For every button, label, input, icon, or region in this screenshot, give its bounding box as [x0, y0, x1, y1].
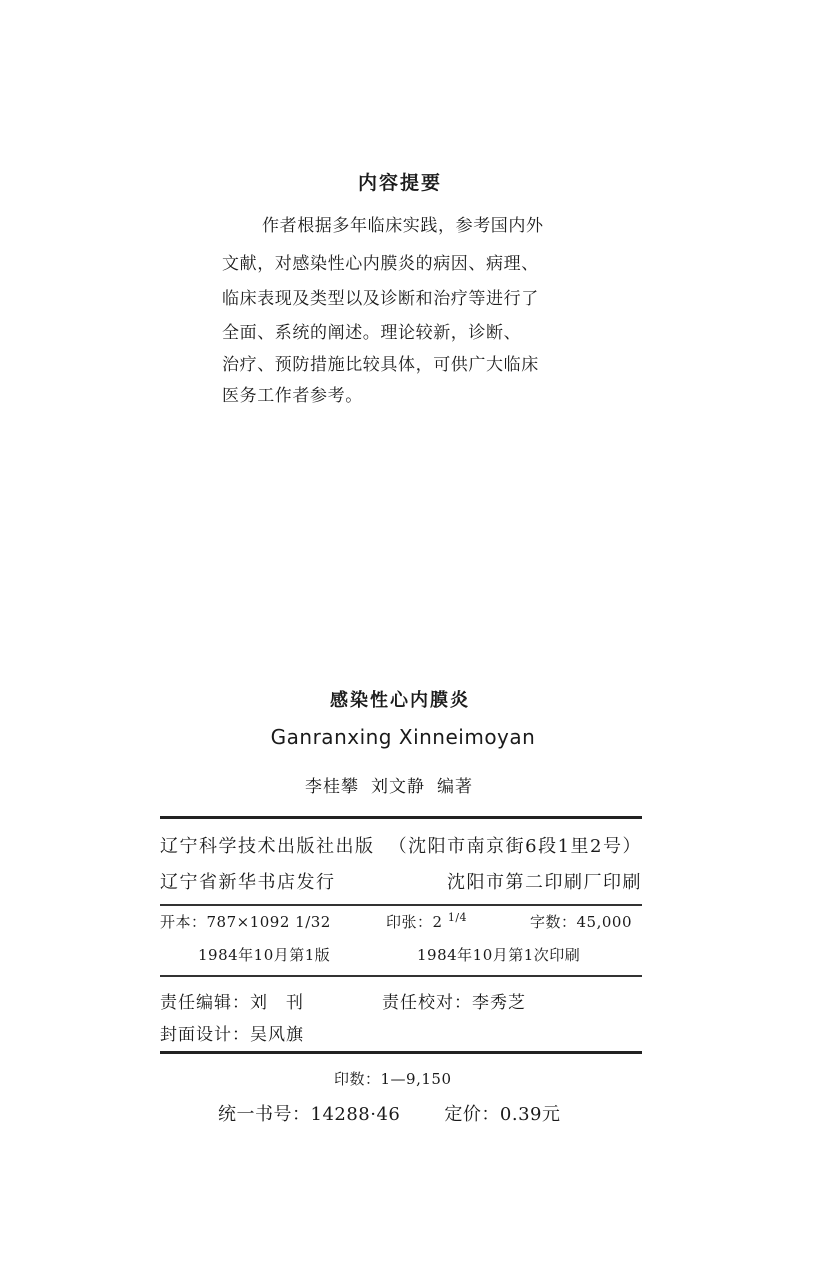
- format-spec: [160, 911, 331, 932]
- sheets-label: 印张：: [386, 913, 433, 931]
- summary-title: 内容提要: [357, 172, 442, 194]
- colophon-rule-3: [160, 975, 642, 977]
- sheets-fraction: 1/4: [447, 911, 468, 924]
- sheets-spec: [386, 911, 467, 932]
- distribution-line: [160, 868, 642, 894]
- book-title-pinyin: Ganranxing Xinneimoyan: [270, 725, 536, 749]
- printing: 1984年10月第1次印刷: [417, 946, 581, 964]
- editor-name: 刘 刊: [250, 993, 304, 1013]
- print-count: 印数：1—9,150: [334, 1070, 452, 1088]
- format-value: 787×1092 1/32: [206, 913, 331, 931]
- summary-line-6: 医务工作者参考。: [222, 386, 363, 406]
- proofreader-label: 责任校对：: [382, 993, 472, 1013]
- sheets-whole: 2: [432, 913, 443, 931]
- summary-line-1: 作者根据多年临床实践，参考国内外: [262, 216, 544, 236]
- author-role: 编著: [437, 777, 473, 797]
- publisher-line: [160, 832, 642, 858]
- proofreader: [382, 988, 526, 1013]
- book-title: 感染性心内膜炎: [330, 690, 470, 711]
- summary-line-3: 临床表现及类型以及诊断和治疗等进行了: [222, 289, 539, 309]
- author-2: 刘文静: [371, 777, 425, 797]
- publisher-name: 辽宁科学技术出版社出版: [160, 836, 375, 857]
- format-label: 开本：: [160, 913, 207, 931]
- words-spec: [530, 911, 632, 932]
- authors: [305, 772, 485, 797]
- summary-line-2: 文献，对感染性心内膜炎的病因、病理、: [222, 254, 539, 274]
- colophon-top-rule: [160, 816, 642, 819]
- colophon-rule-2: [160, 904, 642, 906]
- words-label: 字数：: [530, 913, 577, 931]
- distributor: 辽宁省新华书店发行: [160, 872, 336, 893]
- isbn-price-line: [218, 1100, 560, 1126]
- cover-name: 吴风旗: [250, 1025, 304, 1045]
- isbn-label: 统一书号：: [218, 1104, 311, 1125]
- publisher-address: （沈阳市南京街6段1里2号）: [388, 836, 642, 857]
- printer: 沈阳市第二印刷厂印刷: [447, 872, 642, 893]
- isbn-value: 14288·46: [310, 1104, 401, 1125]
- summary-line-5: 治疗、预防措施比较具体，可供广大临床: [222, 355, 539, 375]
- colophon-bottom-rule: [160, 1051, 642, 1054]
- edition: 1984年10月第1版: [198, 946, 331, 964]
- cover-label: 封面设计：: [160, 1025, 250, 1045]
- author-1: 李桂攀: [305, 777, 359, 797]
- summary-line-4: 全面、系统的阐述。理论较新，诊断、: [222, 323, 522, 343]
- price-value: 0.39元: [499, 1104, 561, 1125]
- price-label: 定价：: [444, 1104, 500, 1125]
- words-value: 45,000: [576, 913, 633, 931]
- editor-label: 责任编辑：: [160, 993, 250, 1013]
- editor: [160, 988, 304, 1013]
- proofreader-name: 李秀芝: [472, 993, 526, 1013]
- cover-designer: [160, 1020, 304, 1045]
